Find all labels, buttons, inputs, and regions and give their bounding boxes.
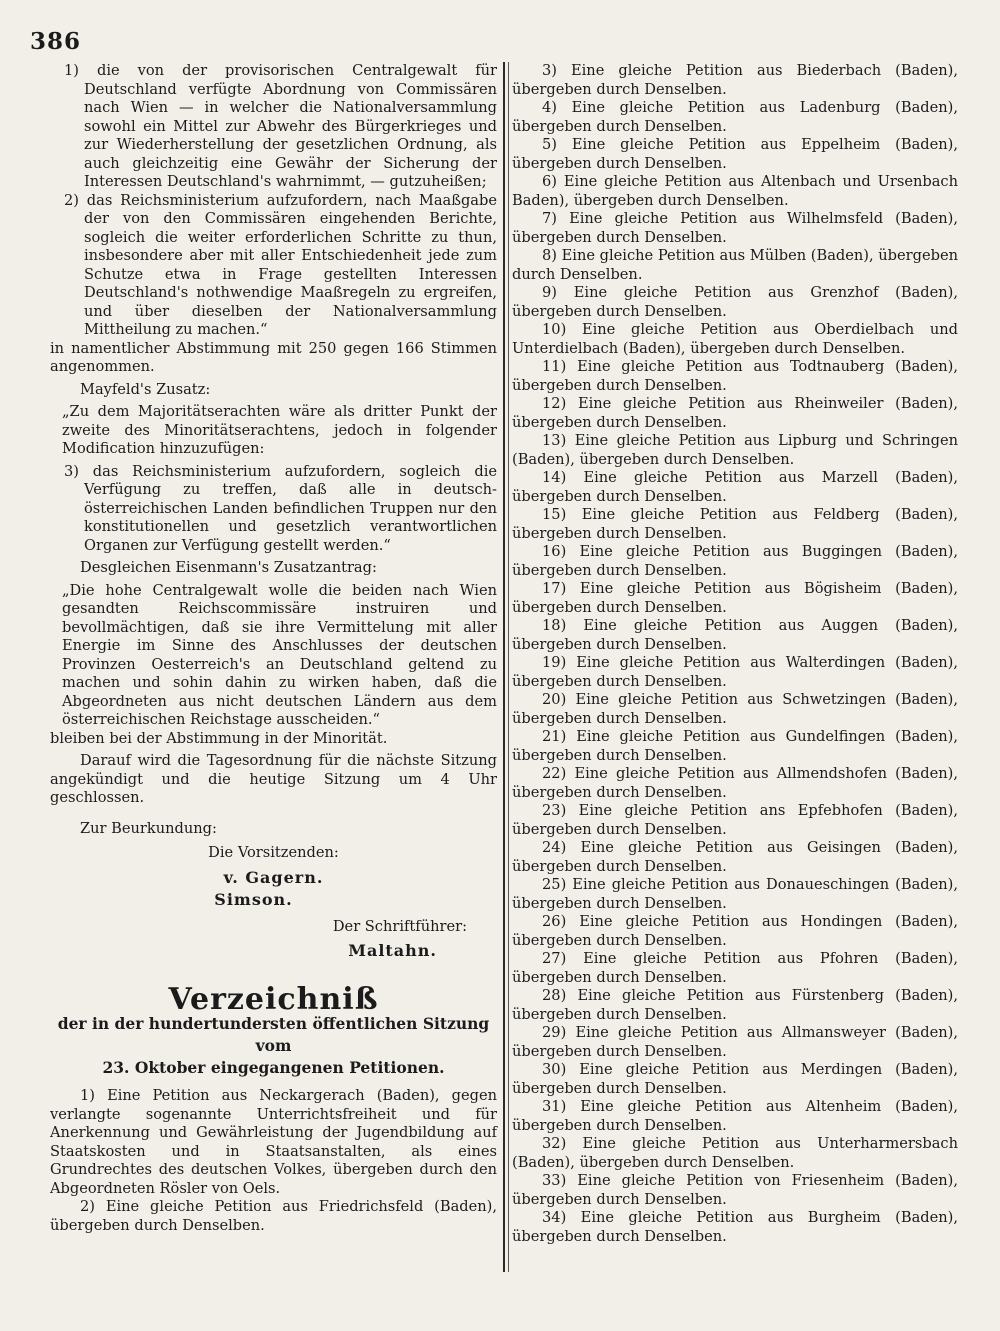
petition-entry: 1) Eine Petition aus Neckargerach (Baden), gegen verlangte sogenannte Unterrichtsfreiheit und für Anerkennung und Gewährleistung der Jugendbildung auf Staatskosten und in Staatsanstalten, als eines Grundrechtes des deutschen Volkes, übergeben durch den Abgeordneten Rösler von Oels. <box>50 1087 497 1197</box>
petition-entry: 25) Eine gleiche Petition aus Donaueschingen (Baden), übergeben durch Denselben. <box>512 876 958 912</box>
vorsitzende-label: Die Vorsitzenden: <box>208 844 339 861</box>
eisenmann-heading: Desgleichen Eisenmann's Zusatzantrag: <box>80 559 377 576</box>
petition-entry: 9) Eine gleiche Petition aus Grenzhof (Baden), übergeben durch Denselben. <box>512 284 958 320</box>
petition-entry: 13) Eine gleiche Petition aus Lipburg und Schringen (Baden), übergeben durch Denselben. <box>512 432 958 468</box>
closing-note: Darauf wird die Tagesordnung für die nächste Sitzung angekündigt und die heutige Sitzung um 4 Uhr geschlossen. <box>50 752 497 806</box>
petition-entry: 7) Eine gleiche Petition aus Wilhelmsfeld (Baden), übergeben durch Denselben. <box>512 210 958 246</box>
resolution-item-3: 3) das Reichsministerium aufzufordern, sogleich die Verfügung zu treffen, daß alle in deutsch-österreichischen Landen befindlichen Truppen nur den konstitutionellen und gesetzlich verantwortlichen Organen zur Verfügung gestellt werden.“ <box>64 462 497 554</box>
petition-entry: 8) Eine gleiche Petition aus Mülben (Baden), übergeben durch Denselben. <box>512 247 958 283</box>
petition-entry: 24) Eine gleiche Petition aus Geisingen (Baden), übergeben durch Denselben. <box>512 839 958 875</box>
petition-entry: 29) Eine gleiche Petition aus Allmansweyer (Baden), übergeben durch Denselben. <box>512 1024 958 1060</box>
petition-entry: 17) Eine gleiche Petition aus Bögisheim (Baden), übergeben durch Denselben. <box>512 580 958 616</box>
resolution-item-2: 2) das Reichsministerium aufzufordern, nach Maaßgabe der von den Commissären eingehenden Berichte, sogleich die weiter erforderlichen Schritte zu thun, insbesondere aber mit aller Entschiedenheit jede zum Schutze etwa in Frage gestellten Interessen Deutschland's nothwendige Maaßregeln zu ergreifen, und über dieselben der Nationalversammlung Mittheilung zu machen.“ <box>64 191 497 338</box>
petition-entry: 32) Eine gleiche Petition aus Unterharmersbach (Baden), übergeben durch Denselben. <box>512 1135 958 1171</box>
schriftfuehrer-label: Der Schriftführer: <box>332 917 467 935</box>
signature-gagern: v. Gagern. <box>223 867 324 887</box>
left-column <box>50 62 497 1235</box>
petition-entry: 10) Eine gleiche Petition aus Oberdielbach und Unterdielbach (Baden), übergeben durch Denselben. <box>512 321 958 357</box>
signature-maltahn: Maltahn. <box>348 941 437 960</box>
petition-entry: 2) Eine gleiche Petition aus Friedrichsfeld (Baden), übergeben durch Denselben. <box>50 1198 497 1234</box>
petition-entry: 23) Eine gleiche Petition ans Epfebhofen (Baden), übergeben durch Denselben. <box>512 802 958 838</box>
list-subheading-2: 23. Oktober eingegangenen Petitionen. <box>102 1058 445 1077</box>
list-heading: Verzeichniß <box>168 981 379 1017</box>
vote-result: in namentlicher Abstimmung mit 250 gegen 166 Stimmen angenommen. <box>50 339 497 375</box>
column-divider <box>503 62 505 1272</box>
eisenmann-quote: „Die hohe Centralgewalt wolle die beiden nach Wien gesandten Reichscommissäre instruiren und bevollmächtigen, daß sie ihre Vermittelung mit aller Energie im Sinne des Anschlusses der deutschen Provinzen Oesterreich's an Deutschland geltend zu machen und sohin dahin zu wirken haben, daß die Abgeordneten aus nicht deutschen Ländern aus dem österreichischen Reichstage ausscheiden.“ <box>62 581 497 728</box>
petition-entry: 31) Eine gleiche Petition aus Altenheim (Baden), übergeben durch Denselben. <box>512 1098 958 1134</box>
mayfeld-quote: „Zu dem Majoritätserachten wäre als dritter Punkt der zweite des Minoritätserachtens, jedoch in folgender Modification hinzuzufügen: <box>62 403 497 457</box>
petition-entry: 30) Eine gleiche Petition aus Merdingen (Baden), übergeben durch Denselben. <box>512 1061 958 1097</box>
petition-entry: 11) Eine gleiche Petition aus Todtnauberg (Baden), übergeben durch Denselben. <box>512 358 958 394</box>
petition-entry: 27) Eine gleiche Petition aus Pfohren (Baden), übergeben durch Denselben. <box>512 950 958 986</box>
beurkundung: Zur Beurkundung: <box>80 819 217 837</box>
list-subheading-1: der in der hundertundersten öffentlichen Sitzung vom <box>57 1014 490 1055</box>
mayfeld-heading: Mayfeld's Zusatz: <box>80 380 211 398</box>
petition-entry: 18) Eine gleiche Petition aus Auggen (Baden), übergeben durch Denselben. <box>512 617 958 653</box>
petition-entry: 20) Eine gleiche Petition aus Schwetzingen (Baden), übergeben durch Denselben. <box>512 691 958 727</box>
minority-note: bleiben bei der Abstimmung in der Minorität. <box>50 729 388 747</box>
petition-entry: 28) Eine gleiche Petition aus Fürstenberg (Baden), übergeben durch Denselben. <box>512 987 958 1023</box>
petition-entry: 3) Eine gleiche Petition aus Biederbach (Baden), übergeben durch Denselben. <box>512 62 958 98</box>
right-column <box>512 62 958 1246</box>
petition-entry: 22) Eine gleiche Petition aus Allmendshofen (Baden), übergeben durch Denselben. <box>512 765 958 801</box>
petition-entry: 6) Eine gleiche Petition aus Altenbach und Ursenbach Baden), übergeben durch Denselben. <box>512 173 958 209</box>
petition-entry: 15) Eine gleiche Petition aus Feldberg (Baden), übergeben durch Denselben. <box>512 506 958 542</box>
petition-entry: 33) Eine gleiche Petition von Friesenheim (Baden), übergeben durch Denselben. <box>512 1172 958 1208</box>
petition-entry: 26) Eine gleiche Petition aus Hondingen (Baden), übergeben durch Denselben. <box>512 913 958 949</box>
petition-entry: 34) Eine gleiche Petition aus Burgheim (Baden), übergeben durch Denselben. <box>512 1209 958 1245</box>
column-divider-thin <box>508 62 509 1272</box>
petition-entry: 19) Eine gleiche Petition aus Walterdingen (Baden), übergeben durch Denselben. <box>512 654 958 690</box>
resolution-item-1: 1) die von der provisorischen Centralgewalt für Deutschland verfügte Abordnung von Commissären nach Wien — in welcher die Nationalversammlung sowohl ein Mittel zur Abwehr des Bürgerkrieges und zur Wiederherstellung der gesetzlichen Ordnung, als auch gleichzeitig eine Gewähr der Sicherung der Interessen Deutschland's wahrnimmt, — gutzuheißen; <box>64 62 497 190</box>
petition-entry: 16) Eine gleiche Petition aus Buggingen (Baden), übergeben durch Denselben. <box>512 543 958 579</box>
petition-entry: 21) Eine gleiche Petition aus Gundelfingen (Baden), übergeben durch Denselben. <box>512 728 958 764</box>
petition-entry: 5) Eine gleiche Petition aus Eppelheim (Baden), übergeben durch Denselben. <box>512 136 958 172</box>
petition-entry: 4) Eine gleiche Petition aus Ladenburg (Baden), übergeben durch Denselben. <box>512 99 958 135</box>
page-number: 386 <box>30 28 82 55</box>
petition-entry: 12) Eine gleiche Petition aus Rheinweiler (Baden), übergeben durch Denselben. <box>512 395 958 431</box>
petition-entry: 14) Eine gleiche Petition aus Marzell (Baden), übergeben durch Denselben. <box>512 469 958 505</box>
signature-simson: Simson. <box>214 890 293 909</box>
